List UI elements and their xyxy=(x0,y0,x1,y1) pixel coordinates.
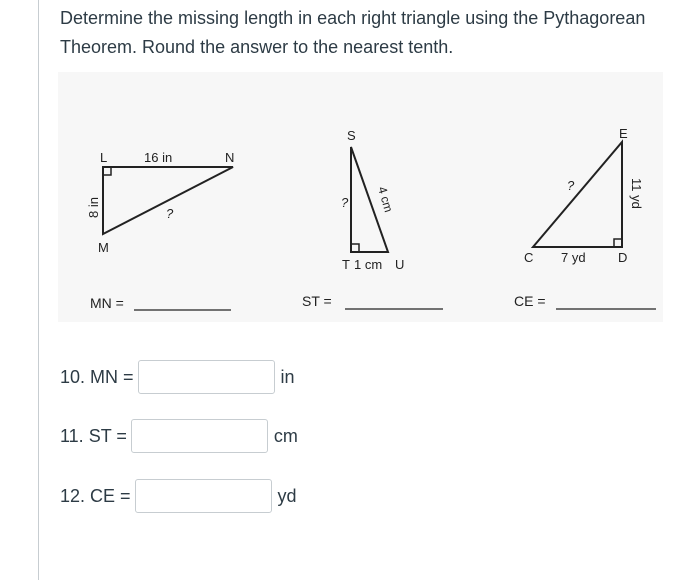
answer-label-mn: MN = xyxy=(90,295,124,311)
vertex-c-label: C xyxy=(524,250,534,265)
side-su-label: 4 cm xyxy=(375,184,396,214)
question-11-label: 11. ST = xyxy=(60,425,127,446)
question-10-row xyxy=(60,358,295,396)
answer-input-mn[interactable] xyxy=(138,360,275,394)
hyp-ce-label: ? xyxy=(567,178,575,193)
side-cd-label: 7 yd xyxy=(561,250,586,265)
vertex-t-label: T xyxy=(342,257,350,272)
vertex-l-label: L xyxy=(100,150,108,165)
question-10-label: 10. MN = xyxy=(60,366,134,387)
side-ed-label: 11 yd xyxy=(629,178,644,209)
answer-input-ce[interactable] xyxy=(135,479,272,513)
answer-label-ce: CE = xyxy=(514,293,546,309)
side-tu-label: 1 cm xyxy=(354,257,383,272)
triangle-stu xyxy=(302,128,443,309)
hyp-mn-label: ? xyxy=(166,206,174,221)
instructions-text: Determine the missing length in each right triangle using the Pythagorean Theorem. Round the answer to the nearest tenth. xyxy=(60,8,646,57)
triangle-lnm xyxy=(86,150,234,311)
vertex-e-label: E xyxy=(619,126,628,141)
question-12-row xyxy=(60,477,297,515)
vertex-u-label: U xyxy=(395,257,405,272)
triangle-ecd xyxy=(514,126,656,309)
triangles-figure xyxy=(58,72,663,322)
question-12-label: 12. CE = xyxy=(60,485,131,506)
vertex-n-label: N xyxy=(225,150,235,165)
question-11-unit: cm xyxy=(273,425,298,446)
question-10-unit: in xyxy=(280,366,295,387)
side-st-label: ? xyxy=(341,195,349,210)
side-ln-label: 16 in xyxy=(144,150,173,165)
answer-input-st[interactable] xyxy=(131,419,268,453)
side-lm-label: 8 in xyxy=(86,197,101,218)
question-11-row xyxy=(60,417,298,455)
question-12-unit: yd xyxy=(277,485,297,506)
triangles-svg xyxy=(58,72,663,322)
vertex-d-label: D xyxy=(618,250,628,265)
vertex-s-label: S xyxy=(347,128,356,143)
left-border xyxy=(38,0,39,580)
answer-label-st: ST = xyxy=(302,293,332,309)
vertex-m-label: M xyxy=(98,240,109,255)
